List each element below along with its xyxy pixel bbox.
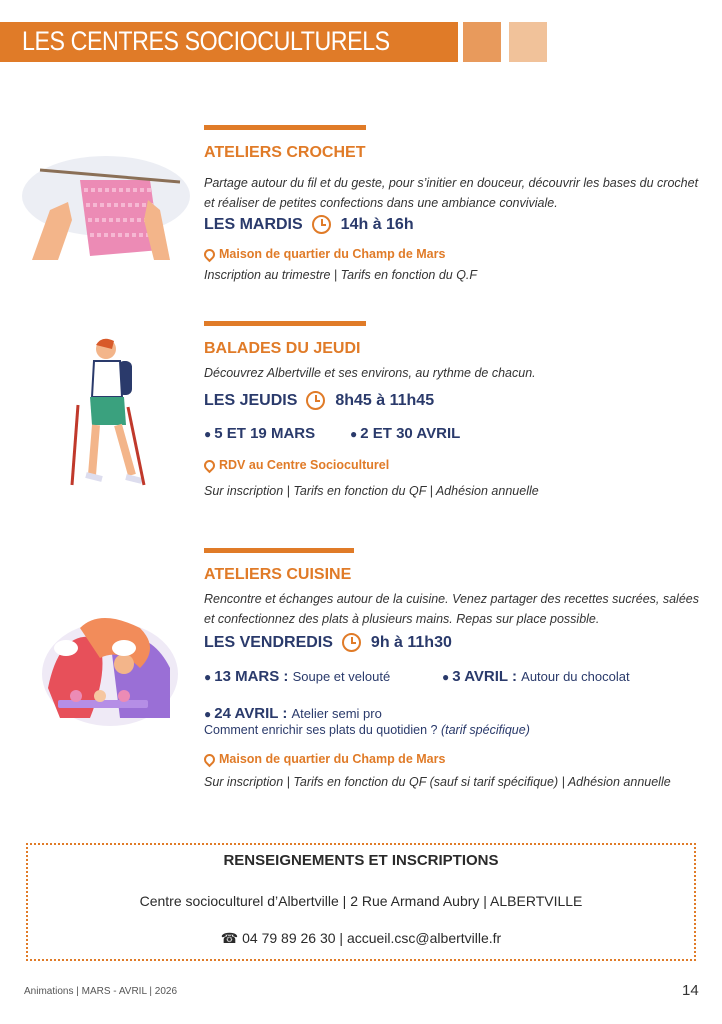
- schedule-time: 8h45 à 11h45: [335, 391, 435, 409]
- schedule: [204, 633, 452, 652]
- location-pin-icon: [202, 246, 218, 262]
- clock-icon: [312, 215, 331, 234]
- clock-icon: [306, 391, 325, 410]
- section-title: ATELIERS CUISINE: [204, 566, 352, 583]
- location: [204, 458, 389, 472]
- contact-phone: 04 79 89 26 30: [242, 930, 336, 946]
- date-item: ● 13 MARS : Soupe et velouté: [204, 668, 391, 685]
- section-description: Découvrez Albertville et ses environs, au rythme de chacun.: [204, 366, 536, 380]
- crochet-illustration: [20, 150, 192, 262]
- location-label: RDV au Centre Socioculturel: [219, 458, 390, 472]
- section-info: Inscription au trimestre | Tarifs en fonction du Q.F: [204, 268, 478, 282]
- section-title: ATELIERS CROCHET: [204, 144, 366, 161]
- schedule-day: LES JEUDIS: [204, 391, 298, 409]
- contact-line: [0, 930, 722, 947]
- location-pin-icon: [202, 457, 218, 473]
- location: [204, 752, 445, 766]
- hiker-illustration: [62, 335, 152, 495]
- contact-address: Centre socioculturel d’Albertville | 2 Rue Armand Aubry | ALBERTVILLE: [139, 893, 583, 909]
- schedule-time: 9h à 11h30: [370, 633, 452, 651]
- schedule-day: LES VENDREDIS: [204, 633, 333, 651]
- cooking-illustration: [40, 608, 190, 728]
- contact-title: RENSEIGNEMENTS ET INSCRIPTIONS: [223, 852, 499, 869]
- schedule-day: LES MARDIS: [204, 215, 303, 233]
- contact-email[interactable]: accueil.csc@albertville.fr: [346, 930, 502, 946]
- section-rule: [204, 125, 366, 130]
- page-number: 14: [682, 982, 699, 999]
- section-title: BALADES DU JEUDI: [204, 340, 361, 357]
- contact-separator: |: [339, 930, 344, 946]
- date-item: ● 3 AVRIL : Autour du chocolat: [442, 668, 630, 685]
- workshop-subtitle: Comment enrichir ses plats du quotidien ? (tarif spécifique): [204, 723, 530, 737]
- section-description: Rencontre et échanges autour de la cuisine. Venez partager des recettes sucrées, salées et confectionnez des plats à plusieurs mains. Repas sur place possible.: [204, 592, 699, 626]
- section-description: Partage autour du fil et du geste, pour s’initier en douceur, découvrir les bases du crochet et réaliser de petites confections dans une ambiance conviviale.: [204, 176, 699, 210]
- location-label: Maison de quartier du Champ de Mars: [219, 752, 446, 766]
- section-rule: [204, 321, 366, 326]
- footer-label: Animations | MARS - AVRIL | 2026: [24, 986, 178, 997]
- location-pin-icon: [202, 751, 218, 767]
- bullet-icon: ●: [204, 670, 212, 684]
- bullet-icon: ●: [350, 427, 358, 441]
- schedule: [204, 215, 414, 234]
- header-square-decor-light: [509, 22, 547, 62]
- phone-icon: ☎: [220, 930, 239, 946]
- location-label: Maison de quartier du Champ de Mars: [219, 247, 446, 261]
- bullet-icon: ●: [204, 707, 212, 721]
- date-item: ● 2 ET 30 AVRIL: [350, 425, 461, 442]
- date-item: ● 5 ET 19 MARS: [204, 425, 316, 442]
- page-title: LES CENTRES SOCIOCULTURELS: [22, 26, 390, 56]
- schedule-time: 14h à 16h: [340, 215, 414, 233]
- bullet-icon: ●: [442, 670, 450, 684]
- section-rule: [204, 548, 354, 553]
- header-square-decor: [463, 22, 501, 62]
- bullet-icon: ●: [204, 427, 212, 441]
- section-info: Sur inscription | Tarifs en fonction du QF | Adhésion annuelle: [204, 484, 539, 498]
- date-item: ● 24 AVRIL : Atelier semi pro: [204, 705, 382, 722]
- location: [204, 247, 445, 261]
- clock-icon: [342, 633, 361, 652]
- section-info: Sur inscription | Tarifs en fonction du QF (sauf si tarif spécifique) | Adhésion annuelle: [204, 775, 671, 789]
- schedule: [204, 391, 434, 410]
